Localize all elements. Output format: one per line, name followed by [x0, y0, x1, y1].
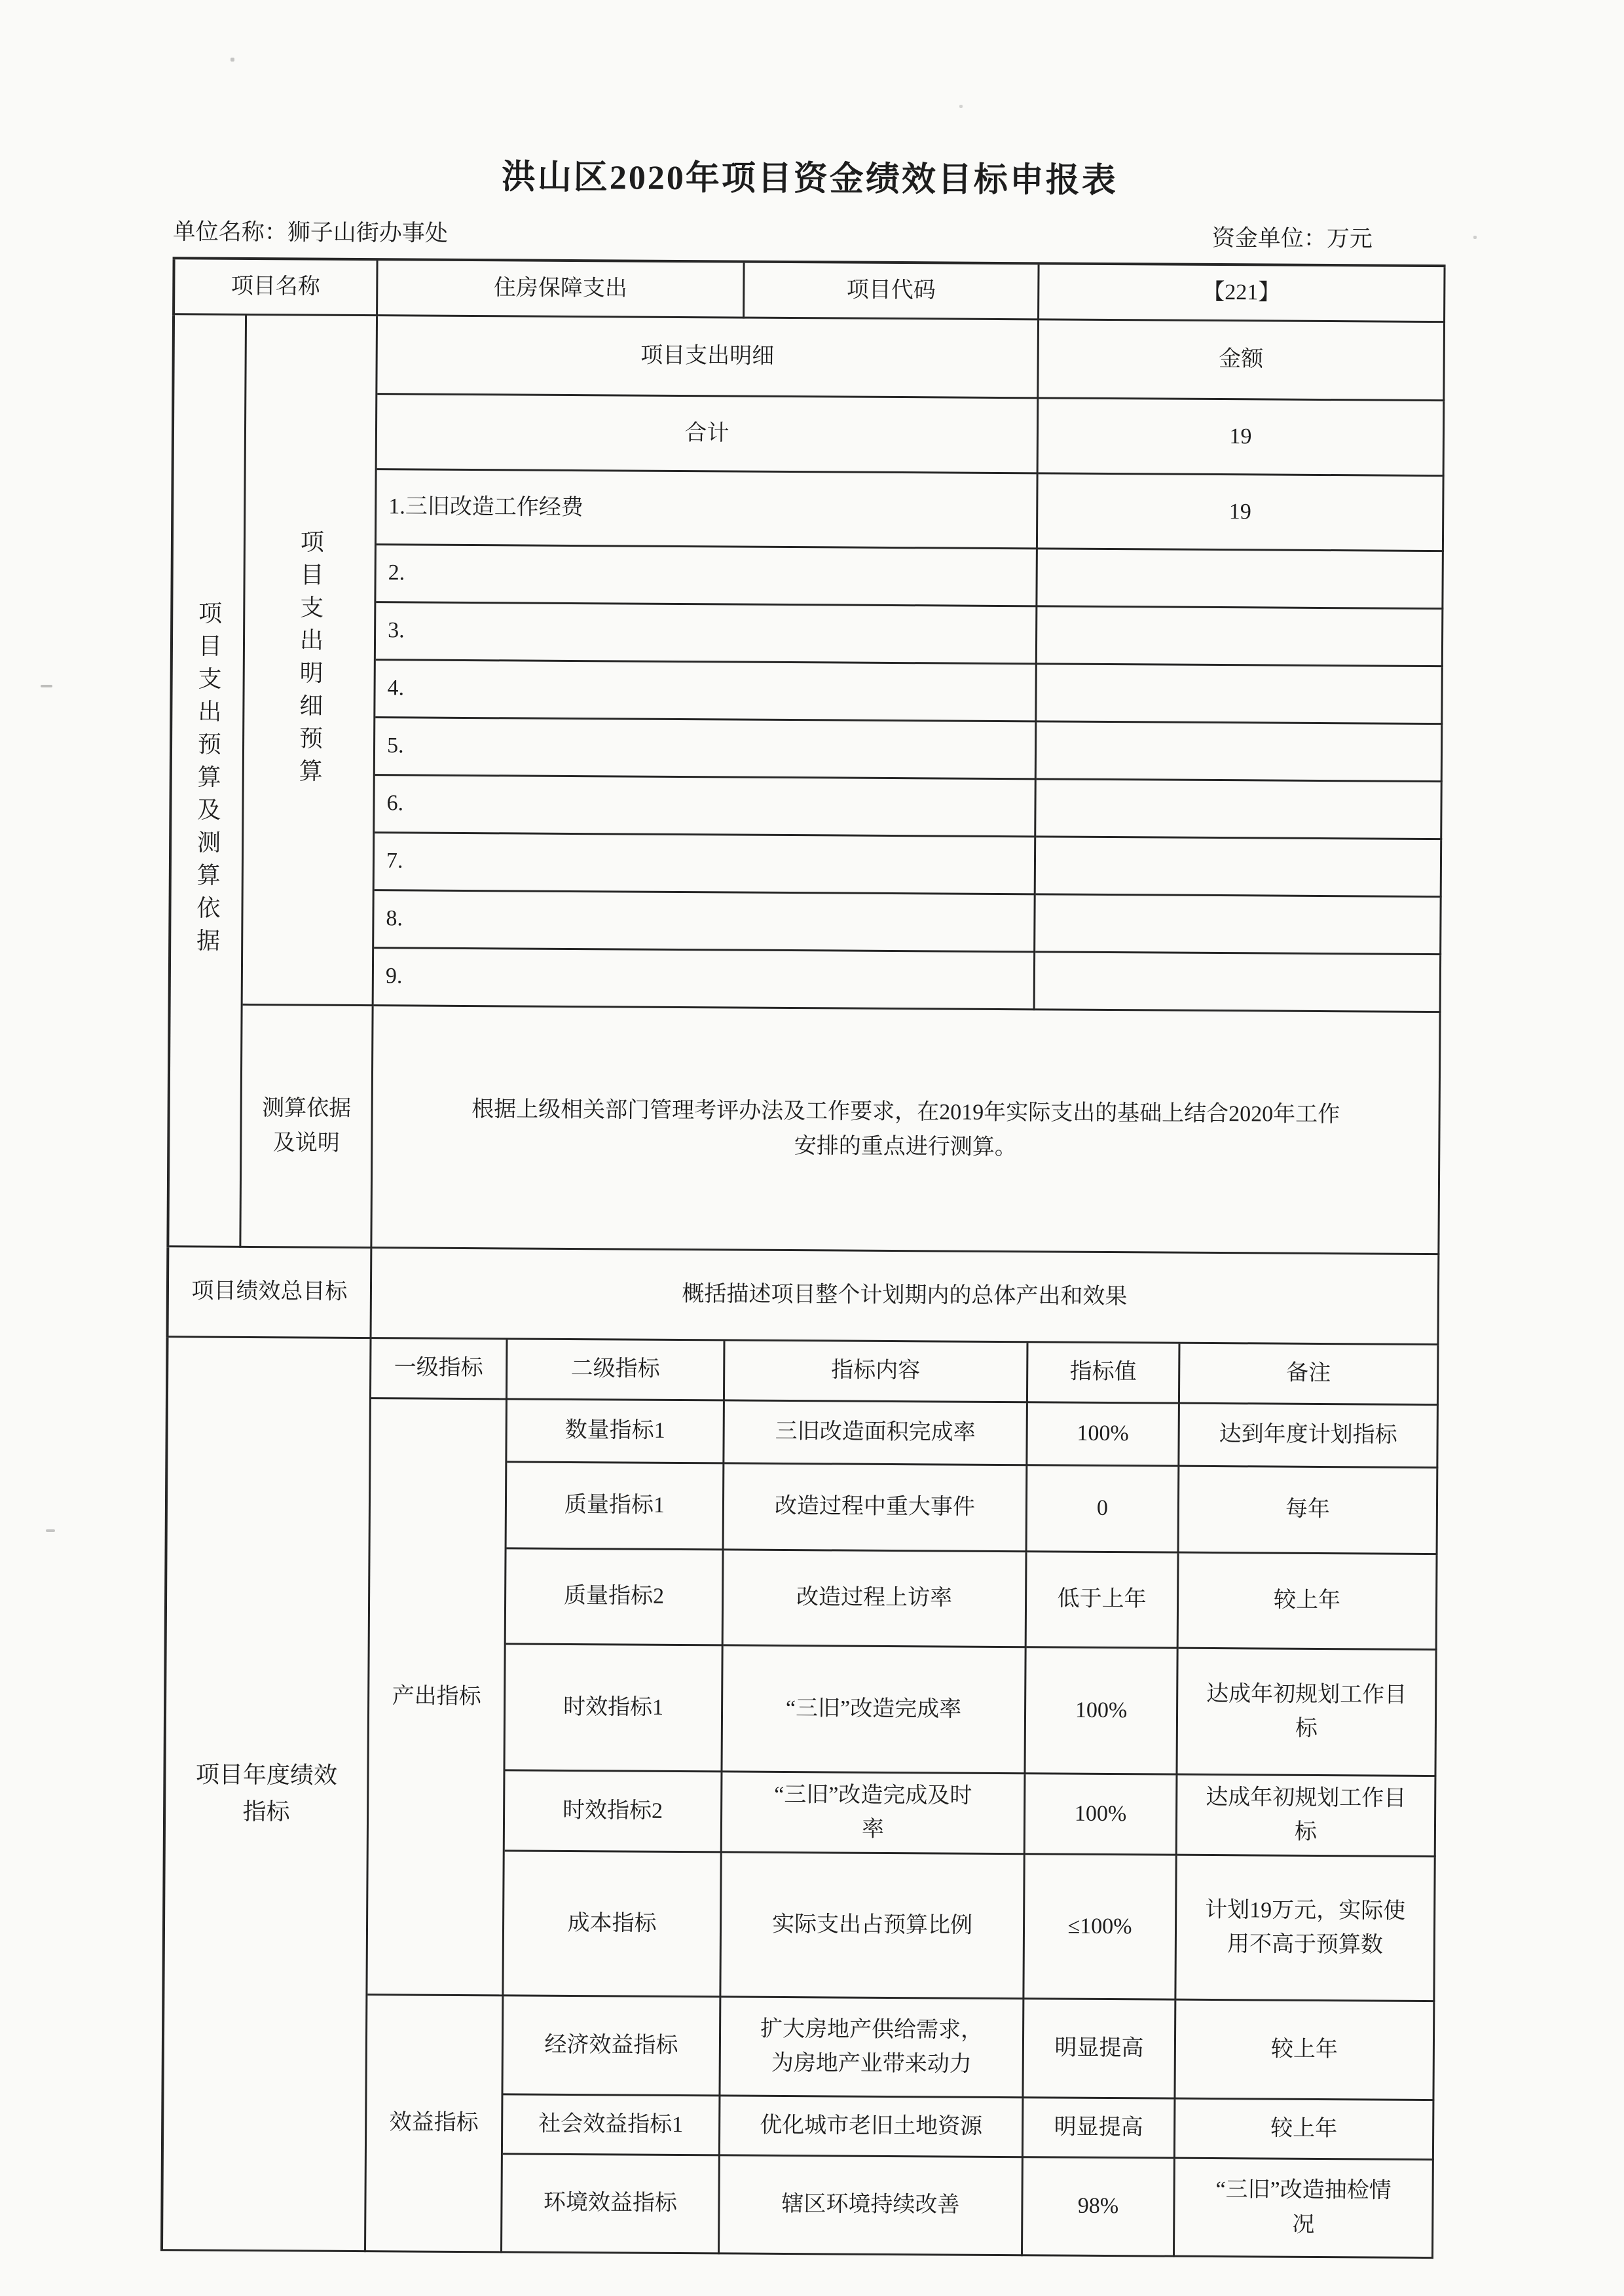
budget-row-label: 3.	[376, 603, 1038, 665]
project-name-value: 住房保障支出	[378, 261, 745, 318]
budget-detail-label: 项目支出明细预算	[243, 316, 378, 1006]
indicator-content: 实际支出占预算比例	[721, 1853, 1025, 2000]
meta-row	[173, 213, 1446, 254]
project-header-row	[172, 259, 1445, 323]
unit-name-label: 单位名称：	[172, 219, 287, 246]
indicators-section-label: 项目年度绩效 指标	[163, 1338, 372, 2252]
budget-row-amount	[1037, 665, 1443, 725]
indicator-content: 辖区环境持续改善	[720, 2157, 1024, 2257]
indicator-col-value: 指标值	[1028, 1343, 1181, 1404]
scan-speck	[1473, 236, 1477, 239]
project-name-label: 项目名称	[175, 259, 378, 316]
overall-goal-label: 项目绩效总目标	[169, 1247, 373, 1339]
indicator-note: 较上年	[1175, 2100, 1435, 2160]
indicator-note: “三旧”改造抽检情 况	[1175, 2159, 1434, 2259]
budget-row-amount	[1036, 780, 1443, 841]
indicator-level2: 经济效益指标	[503, 1997, 721, 2097]
basis-label: 测算依据 及说明	[241, 1006, 373, 1248]
budget-row-amount	[1036, 838, 1443, 898]
budget-row-amount	[1035, 896, 1442, 956]
indicator-value: 100%	[1027, 1403, 1180, 1467]
indicator-value: 低于上年	[1027, 1552, 1179, 1649]
scan-speck	[46, 1529, 55, 1532]
scan-speck	[41, 685, 52, 687]
fund-unit	[1212, 220, 1446, 254]
indicator-value: 98%	[1023, 2158, 1175, 2257]
project-code-value: 【221】	[1039, 265, 1446, 323]
scan-speck	[231, 58, 234, 62]
indicator-value: 100%	[1025, 1774, 1178, 1855]
indicator-value: 0	[1027, 1466, 1180, 1553]
unit-name-value: 狮子山街办事处	[287, 219, 448, 247]
indicator-level2: 质量指标1	[507, 1463, 725, 1551]
indicator-value: 明显提高	[1024, 2098, 1176, 2159]
basis-text: 根据上级相关部门管理考评办法及工作要求，在2019年实际支出的基础上结合2020年工作 安排的重点进行测算。	[372, 1006, 1441, 1255]
budget-row-label: 4.	[375, 661, 1037, 722]
indicator-content: 优化城市老旧土地资源	[720, 2097, 1024, 2159]
indicator-value: 明显提高	[1024, 1999, 1176, 2099]
unit-name	[173, 213, 448, 248]
indicator-content: 三旧改造面积完成率	[724, 1402, 1028, 1467]
indicator-content: 改造过程中重大事件	[724, 1465, 1028, 1553]
indicator-level2: 时效指标1	[505, 1645, 723, 1773]
indicator-note: 每年	[1179, 1467, 1439, 1555]
budget-row-amount	[1037, 608, 1444, 668]
budget-row-label: 5.	[375, 718, 1037, 780]
indicator-level2: 数量指标1	[507, 1400, 725, 1465]
indicator-note: 达成年初规划工作目 标	[1177, 1776, 1437, 1857]
budget-total-amount: 19	[1039, 399, 1445, 477]
declaration-table	[160, 257, 1446, 2259]
indicator-level2: 时效指标2	[505, 1772, 723, 1853]
indicator-level2: 社会效益指标1	[503, 2096, 721, 2157]
indicator-note: 较上年	[1179, 1554, 1438, 1650]
budget-row-label: 2.	[376, 545, 1038, 607]
indicator-col-content: 指标内容	[725, 1341, 1029, 1404]
indicator-content: 扩大房地产供给需求， 为房地产业带来动力	[720, 1998, 1024, 2099]
budget-row-label: 1.三旧改造工作经费	[377, 470, 1039, 549]
indicator-group-output: 产出指标	[367, 1399, 507, 1996]
indicator-col-level2: 二级指标	[507, 1340, 726, 1402]
indicator-note: 较上年	[1175, 2001, 1435, 2101]
budget-row-amount	[1035, 953, 1442, 1013]
indicator-content: “三旧”改造完成率	[722, 1647, 1026, 1775]
indicator-note: 达成年初规划工作目 标	[1177, 1649, 1437, 1777]
project-code-label: 项目代码	[745, 263, 1040, 321]
overall-goal-row	[166, 1247, 1440, 1345]
page-title: 洪山区2020年项目资金绩效目标申报表	[501, 158, 1118, 200]
indicator-level2: 质量指标2	[506, 1550, 724, 1647]
indicator-note: 达到年度计划指标	[1179, 1404, 1439, 1468]
fund-unit-label: 资金单位：	[1211, 225, 1327, 252]
indicator-note: 计划19万元，实际使 用不高于预算数	[1176, 1856, 1435, 2002]
budget-col-detail: 项目支出明细	[377, 316, 1039, 399]
indicators-section	[160, 1338, 1439, 2259]
fund-unit-value: 万元	[1326, 226, 1373, 252]
budget-total-label: 合计	[377, 395, 1039, 474]
budget-row-label: 7.	[375, 833, 1037, 895]
scan-speck	[959, 105, 963, 108]
indicator-level2: 环境效益指标	[502, 2155, 720, 2255]
indicator-value: ≤100%	[1024, 1855, 1177, 2000]
indicator-level2: 成本指标	[504, 1852, 722, 1998]
budget-row-amount: 19	[1038, 475, 1445, 553]
budget-row-amount	[1037, 723, 1443, 783]
indicator-group-benefit: 效益指标	[366, 1995, 504, 2253]
indicator-col-level1: 一级指标	[371, 1339, 508, 1400]
budget-row-amount	[1037, 550, 1444, 610]
indicator-content: 改造过程上访率	[724, 1551, 1027, 1649]
budget-row-label: 9.	[374, 949, 1036, 1010]
budget-row-label: 8.	[374, 891, 1036, 953]
budget-row-label: 6.	[375, 776, 1037, 837]
indicator-col-note: 备注	[1180, 1344, 1439, 1406]
budget-col-amount: 金额	[1039, 321, 1445, 402]
overall-goal-text: 概括描述项目整个计划期内的总体产出和效果	[372, 1248, 1440, 1345]
budget-section-label: 项目支出预算及测算依据	[169, 315, 247, 1248]
indicator-content: “三旧”改造完成及时 率	[722, 1773, 1026, 1855]
budget-section	[166, 315, 1445, 1255]
indicator-value: 100%	[1025, 1648, 1178, 1775]
